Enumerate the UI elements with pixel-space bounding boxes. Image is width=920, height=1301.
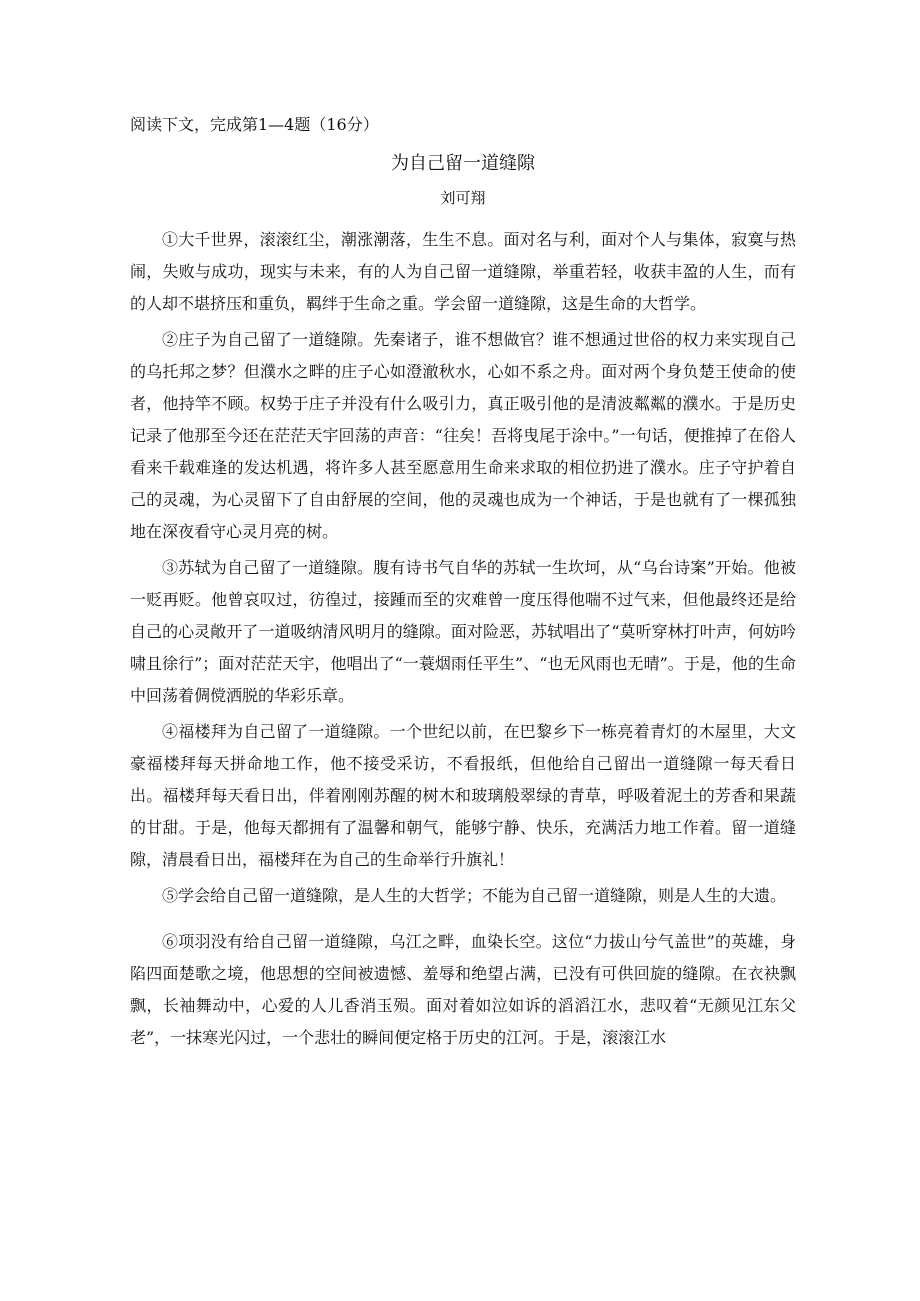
article-title: 为自己留一道缝隙	[391, 153, 535, 174]
paragraph-1: ①大千世界，滚滚红尘，潮涨潮落，生生不息。面对名与利，面对个人与集体，寂寞与热闹，失败与成功，现实与未来，有的人为自己留一道缝隙，举重若轻，收获丰盈的人生，而有的人却不堪挤压和重负，羁绊于生命之重。学会留一道缝隙，这是生命的大哲学。	[130, 230, 796, 313]
paragraph-3: ③苏轼为自己留了一道缝隙。腹有诗书气自华的苏轼一生坎坷，从“乌台诗案”开始。他被一贬再贬。他曾哀叹过，彷徨过，接踵而至的灾难曾一度压得他喘不过气来，但他最终还是给自己的心灵敞开了一道吸纳清风明月的缝隙。面对险恶，苏轼唱出了“莫听穿林打叶声，何妨吟啸且徐行”；面对茫茫天宇，他唱出了“一蓑烟雨任平生”、“也无风雨也无晴”。于是，他的生命中回荡着倜傥洒脱的华彩乐章。	[130, 558, 796, 705]
paragraph-4: ④福楼拜为自己留了一道缝隙。一个世纪以前，在巴黎乡下一栋亮着青灯的木屋里，大文豪福楼拜每天拼命地工作，他不接受采访，不看报纸，但他给自己留出一道缝隙一每天看日出。福楼拜每天看日出，伴着刚刚苏醒的树木和玻璃般翠绿的青草，呼吸着泥土的芳香和果蔬的甘甜。于是，他每天都拥有了温馨和朝气，能够宁静、快乐，充满活力地工作着。留一道缝隙，清晨看日出，福楼拜在为自己的生命举行升旗礼！	[130, 722, 796, 869]
article-author: 刘可翔	[440, 189, 486, 207]
question-instruction: 阅读下文，完成第1—4题（16分）	[130, 115, 379, 134]
paragraph-2: ②庄子为自己留了一道缝隙。先秦诸子，谁不想做官？谁不想通过世俗的权力来实现自己的乌托邦之梦？但濮水之畔的庄子心如澄澈秋水，心如不系之舟。面对两个身负楚王使命的使者，他持竿不顾。权势于庄子并没有什么吸引力，真正吸引他的是清波粼粼的濮水。于是历史记录了他那至今还在茫茫天宇回荡的声音：“往矣！吾将曳尾于涂中。”一句话，便推掉了在俗人看来千载难逢的发达机遇，将许多人甚至愿意用生命来求取的相位扔进了濮水。庄子守护着自己的灵魂，为心灵留下了自由舒展的空间，他的灵魂也成为一个神话，于是也就有了一棵孤独地在深夜看守心灵月亮的树。	[130, 330, 796, 541]
paragraph-6: ⑥项羽没有给自己留一道缝隙，乌江之畔，血染长空。这位“力拔山兮气盖世”的英雄，身陷四面楚歌之境，他思想的空间被遗憾、羞辱和绝望占满，已没有可供回旋的缝隙。在衣袂飘飘，长袖舞动中，心爱的人儿香消玉殒。面对着如泣如诉的滔滔江水，悲叹着“无颜见江东父老”，一抹寒光闪过，一个悲壮的瞬间便定格于历史的江河。于是，滚滚江水	[130, 932, 796, 1047]
paragraph-5: ⑤学会给自己留一道缝隙，是人生的大哲学；不能为自己留一道缝隙，则是人生的大遗。	[162, 886, 787, 905]
document-page	[130, 112, 796, 1058]
